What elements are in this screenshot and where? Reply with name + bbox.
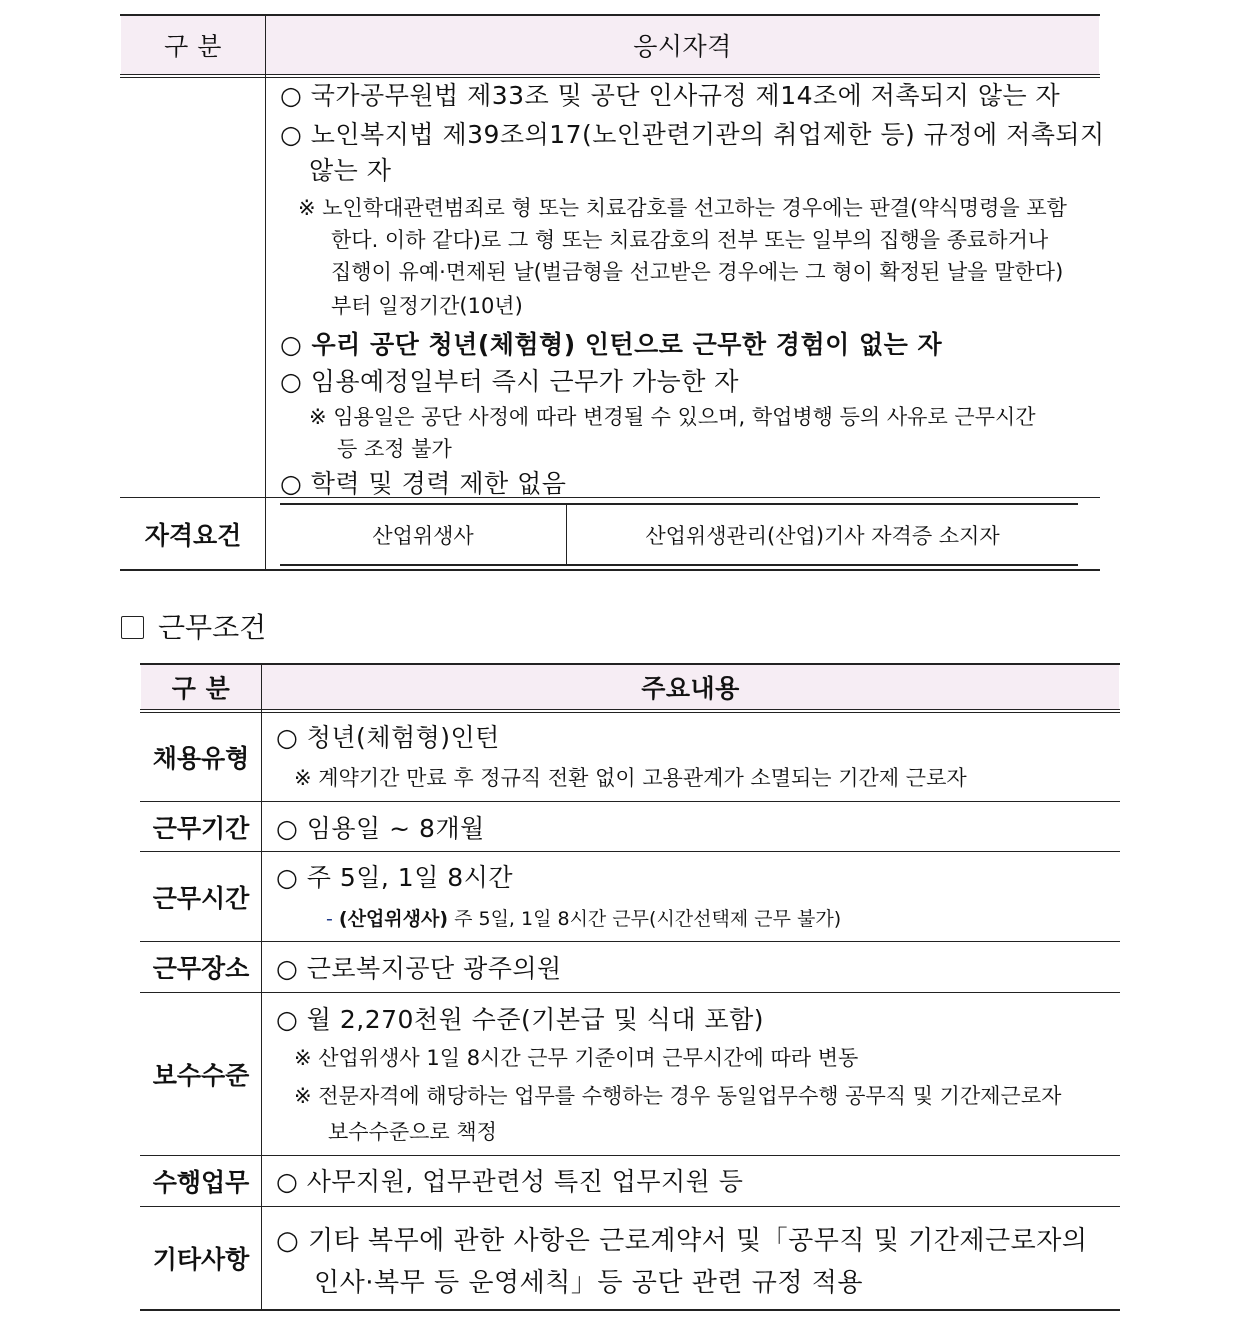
eligibility-note-cont: 등 조정 불가 <box>337 437 452 461</box>
eligibility-note-cont: 한다. 이하 같다)로 그 형 또는 치료감호의 전부 또는 일부의 집행을 종료하거나 <box>331 228 1049 252</box>
divider <box>140 712 1120 713</box>
row-label-pay: 보수수준 <box>152 1061 250 1090</box>
divider <box>140 709 1120 710</box>
eligibility-item-bold: ○ 우리 공단 청년(체험형) 인턴으로 근무한 경험이 없는 자 <box>280 330 943 359</box>
eligibility-note: ※ 임용일은 공단 사정에 따라 변경될 수 있으며, 학업병행 등의 사유로 근무시간 <box>309 405 1036 429</box>
divider <box>140 851 1120 852</box>
divider <box>120 74 1100 75</box>
row-label-etc: 기타사항 <box>152 1245 250 1274</box>
divider <box>140 1309 1120 1311</box>
hours-detail-role: (산업위생사) <box>338 908 449 930</box>
etc-text: ○ 기타 복무에 관한 사항은 근로계약서 및「공무직 및 기간제근로자의 <box>276 1226 1088 1256</box>
divider <box>140 1155 1120 1156</box>
eligibility-note-cont: 집행이 유예·면제된 날(벌금형을 선고받은 경우에는 그 형이 확정된 날을 말한다) <box>331 260 1064 284</box>
hours-detail-text: 주 5일, 1일 8시간 근무(시간선택제 근무 불가) <box>454 908 842 930</box>
row-label-hours: 근무시간 <box>152 883 250 913</box>
divider <box>140 992 1120 993</box>
eligibility-note: ※ 노인학대관련범죄로 형 또는 치료감호를 선고하는 경우에는 판결(약식명령을 포함 <box>298 196 1067 220</box>
divider <box>140 1206 1120 1207</box>
header-gubun: 구 분 <box>171 674 231 703</box>
etc-text-cont: 인사·복무 등 운영세칙」등 공단 관련 규정 적용 <box>314 1268 863 1298</box>
pay-note: ※ 전문자격에 해당하는 업무를 수행하는 경우 동일업무수행 공무직 및 기간제근로자 <box>294 1084 1062 1108</box>
hours-detail <box>326 904 841 931</box>
eligibility-item: ○ 노인복지법 제39조의17(노인관련기관의 취업제한 등) 규정에 저촉되지 <box>280 120 1105 149</box>
period-text: ○ 임용일 ~ 8개월 <box>276 814 485 843</box>
divider <box>120 569 1100 571</box>
hours-text: ○ 주 5일, 1일 8시간 <box>276 863 514 892</box>
eligibility-item: ○ 임용예정일부터 즉시 근무가 가능한 자 <box>280 367 739 396</box>
requirement-detail: 산업위생관리(산업)기사 자격증 소지자 <box>645 523 1000 548</box>
section-title: 근무조건 <box>158 611 267 644</box>
duties-text: ○ 사무지원, 업무관련성 특진 업무지원 등 <box>276 1167 744 1196</box>
header-eligibility: 응시자격 <box>633 32 732 61</box>
requirement-label: 자격요건 <box>144 520 242 550</box>
checkbox-square-icon <box>121 616 144 639</box>
divider <box>140 801 1120 802</box>
header-gubun: 구 분 <box>164 32 222 61</box>
divider <box>265 16 266 570</box>
pay-note-cont: 보수수준으로 책정 <box>328 1120 497 1144</box>
row-label-duties: 수행업무 <box>152 1168 250 1197</box>
row-label-period: 근무기간 <box>152 813 250 843</box>
employment-type-text: ○ 청년(체험형)인턴 <box>276 723 500 752</box>
divider <box>261 665 262 1310</box>
row-label-employment-type: 채용유형 <box>152 744 250 773</box>
eligibility-item-cont: 않는 자 <box>309 156 392 185</box>
divider <box>280 564 1078 566</box>
eligibility-note-cont: 부터 일정기간(10년) <box>331 294 523 318</box>
requirement-job: 산업위생사 <box>372 523 474 548</box>
row-label-place: 근무장소 <box>152 954 250 983</box>
divider <box>120 497 1100 498</box>
pay-text: ○ 월 2,270천원 수준(기본급 및 식대 포함) <box>276 1005 765 1034</box>
header-main-content: 주요내용 <box>641 674 740 703</box>
eligibility-item: ○ 국가공무원법 제33조 및 공단 인사규정 제14조에 저촉되지 않는 자 <box>280 81 1061 110</box>
place-text: ○ 근로복지공단 광주의원 <box>276 954 562 983</box>
section-heading <box>121 606 266 646</box>
pay-note: ※ 산업위생사 1일 8시간 근무 기준이며 근무시간에 따라 변동 <box>294 1046 859 1070</box>
divider <box>140 941 1120 942</box>
employment-type-note: ※ 계약기간 만료 후 정규직 전환 없이 고용관계가 소멸되는 기간제 근로자 <box>294 766 967 790</box>
dash-marker: - <box>326 908 333 930</box>
eligibility-item: ○ 학력 및 경력 제한 없음 <box>280 469 567 498</box>
